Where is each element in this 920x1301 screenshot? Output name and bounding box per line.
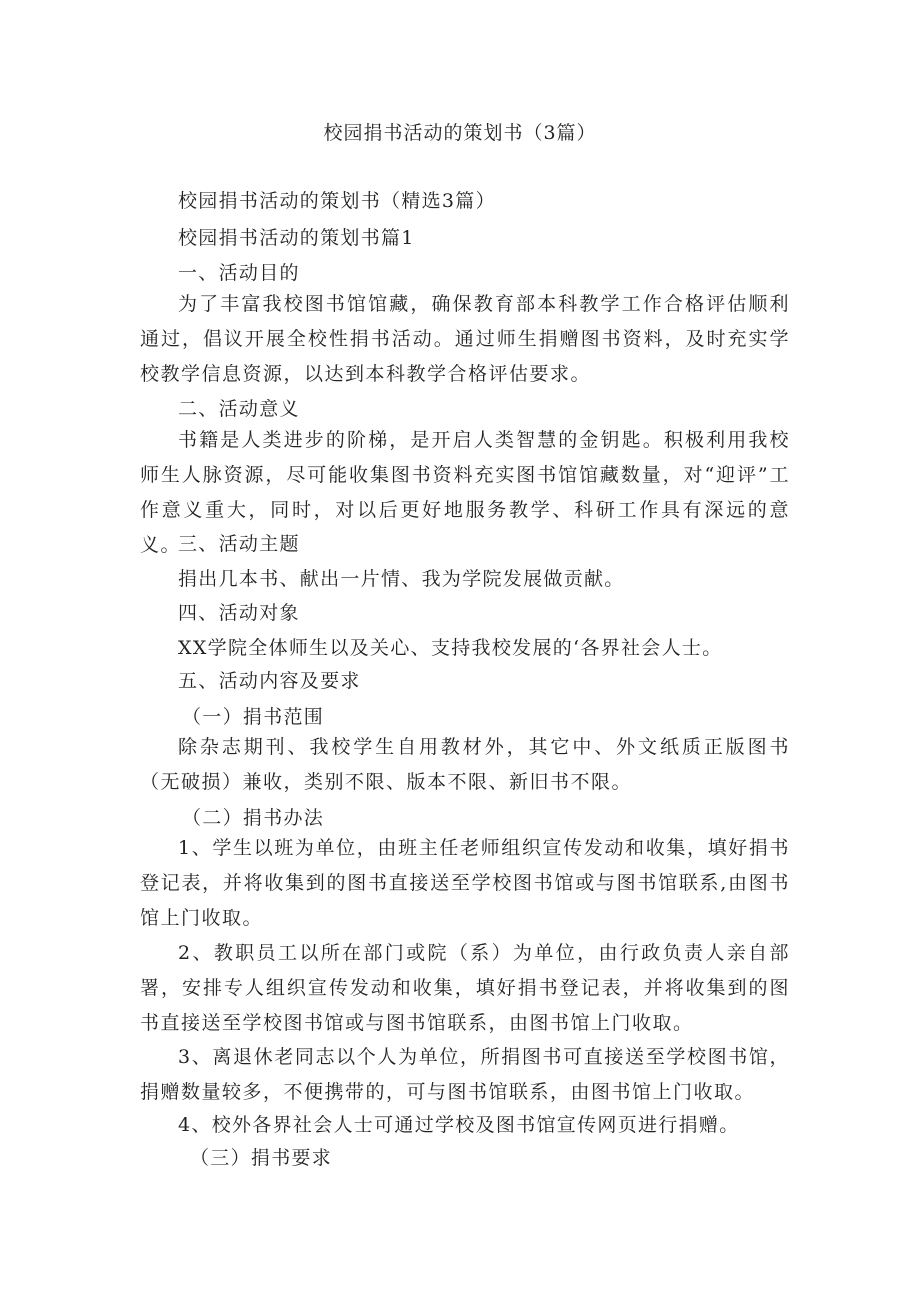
paragraph-scope: 除杂志期刊、我校学生自用教材外，其它中、外文纸质正版图书（无破损）兼收，类别不限、版本不限、新旧书不限。	[140, 736, 790, 793]
subtitle: 校园捐书活动的策划书（精选3篇）	[178, 190, 496, 212]
paragraph-purpose-wrap	[140, 287, 790, 392]
article-heading: 校园捐书活动的策划书篇1	[178, 227, 415, 249]
subsection-heading-1: （一）捐书范围	[182, 706, 325, 728]
paragraph-theme: 捐出几本书、献出一片情、我为学院发展做贡献。	[178, 568, 625, 590]
paragraph-method-3: 3、离退休老同志以个人为单位，所捐图书可直接送至学校图书馆，捐赠数量较多，不便携带的，可与图书馆联系，由图书馆上门收取。	[140, 1046, 790, 1103]
subsection-heading-2: （二）捐书办法	[182, 807, 325, 829]
paragraph-method-1: 1、学生以班为单位，由班主任老师组织宣传发动和收集，填好捐书登记表，并将收集到的图书直接送至学校图书馆或与图书馆联系,由图书馆上门收取。	[140, 837, 790, 929]
paragraph-method-1-wrap	[140, 831, 790, 936]
document-title: 校园捐书活动的策划书（3篇）	[323, 122, 597, 144]
section-heading-2: 二、活动意义	[178, 398, 300, 420]
paragraph-method-2: 2、教职员工以所在部门或院（系）为单位，由行政负责人亲自部署，安排专人组织宣传发动和收集，填好捐书登记表，并将收集到的图书直接送至学校图书馆或与图书馆联系，由图书馆上门收取。	[140, 942, 790, 1034]
section-heading-1: 一、活动目的	[178, 262, 300, 284]
subsection-heading-3: （三）捐书要求	[190, 1147, 333, 1169]
paragraph-scope-wrap	[140, 730, 790, 800]
paragraph-method-3-wrap	[140, 1040, 790, 1110]
paragraph-purpose: 为了丰富我校图书馆馆藏，确保教育部本科教学工作合格评估顺利通过，倡议开展全校性捐书活动。通过师生捐赠图书资料，及时充实学校教学信息资源，以达到本科教学合格评估要求。	[140, 293, 790, 385]
paragraph-target: XX学院全体师生以及关心、支持我校发展的‘各界社会人士。	[178, 637, 723, 659]
paragraph-method-4: 4、校外各界社会人士可通过学校及图书馆宣传网页进行捐赠。	[178, 1114, 740, 1136]
paragraph-significance: 书籍是人类进步的阶梯，是开启人类智慧的金钥匙。积极利用我校师生人脉资源，尽可能收集图书资料充实图书馆馆藏数量，对“迎评”工作意义重大，同时，对以后更好地服务教学、科研工作具有深远的意义。	[140, 429, 790, 556]
section-heading-5: 五、活动内容及要求	[178, 670, 361, 692]
section-heading-4: 四、活动对象	[178, 602, 300, 624]
paragraph-method-2-wrap	[140, 936, 790, 1041]
section-heading-3: 三、活动主题	[178, 533, 300, 555]
